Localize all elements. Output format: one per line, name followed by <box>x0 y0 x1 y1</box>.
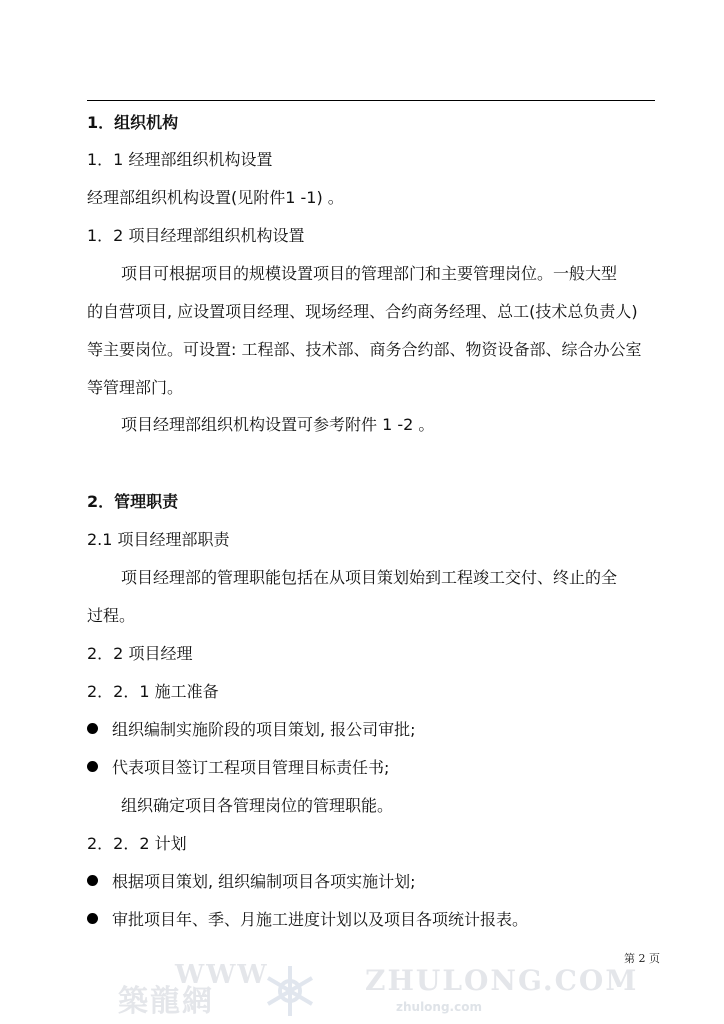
list-item-text: 组织编制实施阶段的项目策划, 报公司审批; <box>112 720 416 739</box>
header-rule <box>87 100 655 101</box>
list-item <box>87 871 416 893</box>
watermark-www: WWW <box>175 960 269 990</box>
paragraph: 经理部组织机构设置(见附件1 -1) 。 <box>87 188 344 207</box>
snowflake-logo-icon <box>255 962 325 1020</box>
list-item-text: 根据项目策划, 组织编制项目各项实施计划; <box>112 872 416 891</box>
section-heading-2: 2．管理职责 <box>87 492 179 511</box>
section-heading-1: 1．组织机构 <box>87 113 179 132</box>
list-item-text: 代表项目签订工程项目管理目标责任书; <box>112 758 390 777</box>
paragraph: 等主要岗位。可设置: 工程部、技术部、商务合约部、物资设备部、综合办公室 <box>87 340 642 359</box>
subsection-2-2: 2．2 项目经理 <box>87 644 193 663</box>
paragraph: 项目经理部的管理职能包括在从项目策划始到工程竣工交付、终止的全 <box>121 568 618 587</box>
paragraph: 的自营项目, 应设置项目经理、现场经理、合约商务经理、总工(技术总负责人) <box>87 302 638 321</box>
subsection-1-1: 1．1 经理部组织机构设置 <box>87 150 273 169</box>
watermark-logo-text: 築龍網 <box>118 984 214 1019</box>
list-item-text: 审批项目年、季、月施工进度计划以及项目各项统计报表。 <box>112 910 529 929</box>
subsection-2-1: 2.1 项目经理部职责 <box>87 530 230 549</box>
list-item <box>87 757 389 779</box>
watermark-url: zhulong.com <box>396 1000 482 1014</box>
bullet-icon <box>87 913 98 924</box>
paragraph: 组织确定项目各管理岗位的管理职能。 <box>121 796 394 815</box>
bullet-icon <box>87 761 98 772</box>
paragraph: 项目可根据项目的规模设置项目的管理部门和主要管理岗位。一般大型 <box>121 264 618 283</box>
paragraph: 项目经理部组织机构设置可参考附件 1 -2 。 <box>121 415 435 434</box>
bullet-icon <box>87 723 98 734</box>
watermark <box>0 960 724 1024</box>
list-item <box>87 909 528 931</box>
page-number: 第 2 页 <box>624 952 660 965</box>
paragraph: 等管理部门。 <box>87 378 184 397</box>
watermark-domain: ZHULONG.COM <box>365 964 639 997</box>
bullet-icon <box>87 875 98 886</box>
subsection-1-2: 1．2 项目经理部组织机构设置 <box>87 226 305 245</box>
subsection-2-2-1: 2．2．1 施工准备 <box>87 682 219 701</box>
paragraph: 过程。 <box>87 606 136 625</box>
list-item <box>87 719 416 741</box>
subsection-2-2-2: 2．2．2 计划 <box>87 834 187 853</box>
